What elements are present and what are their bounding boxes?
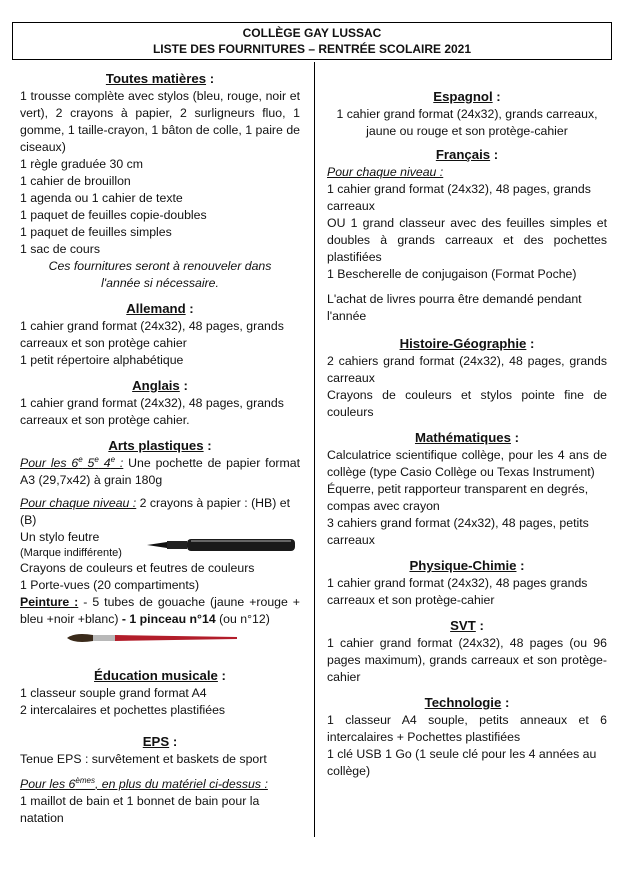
brush-image <box>65 628 240 648</box>
marque-label: (Marque indifférente) <box>20 547 122 559</box>
section-title-techno: Technologie : <box>424 695 510 710</box>
list-item: 1 classeur souple grand format A4 <box>20 686 207 700</box>
section-title-francais: Français : <box>435 147 499 162</box>
list-item: 1 cahier grand format (24x32), grands carreaux, jaune ou rouge et son protège-cahier <box>336 107 598 138</box>
list-item: 1 sac de cours <box>20 242 100 256</box>
eps-sixiemes: Pour les 6èmes, en plus du matériel ci-dessus : <box>20 775 268 791</box>
section-title-toutes: Toutes matières : <box>105 71 215 86</box>
section-title-espagnol: Espagnol : <box>433 89 501 104</box>
column-divider <box>314 62 315 837</box>
section-title-musique: Éducation musicale : <box>94 668 226 683</box>
section-title-svt: SVT : <box>450 618 484 633</box>
list-item: 1 clé USB 1 Go (1 seule clé pour les 4 années au collège) <box>327 747 597 778</box>
list-item: 2 cahiers grand format (24x32), 48 pages, grands carreaux <box>327 354 607 385</box>
renewal-note: Ces fournitures seront à renouveler dans l'année si nécessaire. <box>48 259 272 290</box>
list-item: 1 cahier grand format (24x32), 48 pages (ou 96 pages maximum), grands carreaux et son protège-cahier <box>327 636 607 684</box>
list-item: 1 Bescherelle de conjugaison (Format Poche) <box>327 267 577 281</box>
list-item: Crayons de couleurs et stylos pointe fine de couleurs <box>327 388 607 419</box>
list-item: Équerre, petit rapporteur transparent en degrés, compas avec crayon <box>327 482 589 513</box>
francais-sub: Pour chaque niveau : <box>327 165 444 179</box>
list-item: 1 cahier grand format (24x32), 48 pages, grands carreaux et son protège cahier <box>20 319 284 350</box>
list-item: 1 trousse complète avec stylos (bleu, rouge, noir et vert), 2 crayons à papier, 2 surligneurs fluo, 1 gomme, 1 taille-crayon, 1 bâton de colle, 1 paire de ciseaux) <box>20 89 300 154</box>
section-title-allemand: Allemand : <box>126 301 194 316</box>
list-item: 1 petit répertoire alphabétique <box>20 353 184 367</box>
list-item: 1 agenda ou 1 cahier de texte <box>20 191 183 205</box>
section-title-eps: EPS : <box>142 734 178 749</box>
list-item: 1 cahier grand format (24x32), 48 pages, grands carreaux et son protège cahier. <box>20 396 284 427</box>
section-title-maths: Mathématiques : <box>414 430 520 445</box>
section-title-arts: Arts plastiques : <box>108 438 212 453</box>
section-title-anglais: Anglais : <box>132 378 188 393</box>
section-title-histoire: Histoire-Géographie : <box>399 336 535 351</box>
list-item: 1 classeur A4 souple, petits anneaux et 6 intercalaires + Pochettes plastifiées <box>327 713 607 744</box>
eps-maillot: 1 maillot de bain et 1 bonnet de bain pour la natation <box>20 794 260 825</box>
arts-levels: Pour les 6e 5e 4e : Une pochette de papier format A3 (29,7x42) à grain 180g <box>20 454 301 487</box>
list-item: 3 cahiers grand format (24x32), 48 pages, petits carreaux <box>327 516 589 547</box>
list-item: 1 règle graduée 30 cm <box>20 157 144 171</box>
felt-pen-image <box>145 534 300 556</box>
francais-note: L'achat de livres pourra être demandé pendant l'année <box>327 292 582 323</box>
list-title: LISTE DES FOURNITURES – RENTRÉE SCOLAIRE 2021 <box>152 42 472 56</box>
arts-chaque: Pour chaque niveau : 2 crayons à papier : (HB) et (B) <box>20 496 291 527</box>
list-item: Calculatrice scientifique collège, pour les 4 ans de collège (type Casio Collège ou Texas Instrument) <box>327 448 607 479</box>
peinture-item: Peinture : - 5 tubes de gouache (jaune +rouge + bleu +noir +blanc) - 1 pinceau n°14 (ou n°12) <box>20 595 300 626</box>
page-header <box>12 22 612 60</box>
stylo-label: Un stylo feutre <box>20 530 100 544</box>
list-item: 1 paquet de feuilles simples <box>20 225 172 239</box>
school-name: COLLÈGE GAY LUSSAC <box>242 26 382 40</box>
eps-tenue: Tenue EPS : survêtement et baskets de sport <box>20 752 267 766</box>
list-item: 1 paquet de feuilles copie-doubles <box>20 208 207 222</box>
right-column <box>327 88 607 780</box>
crayons-item: Crayons de couleurs et feutres de couleurs <box>20 561 255 575</box>
stylo-row <box>20 529 300 560</box>
porte-vues-item: 1 Porte-vues (20 compartiments) <box>20 578 200 592</box>
list-item: 1 cahier grand format (24x32), 48 pages grands carreaux et son protège-cahier <box>327 576 588 607</box>
section-title-physique: Physique-Chimie : <box>409 558 525 573</box>
list-item: 1 cahier grand format (24x32), 48 pages, grands carreaux <box>327 182 591 213</box>
left-column <box>20 70 300 827</box>
list-item: 2 intercalaires et pochettes plastifiées <box>20 703 226 717</box>
list-item: 1 cahier de brouillon <box>20 174 131 188</box>
list-item: OU 1 grand classeur avec des feuilles simples et doubles à grands carreaux et des pochettes plastifiées <box>327 216 607 264</box>
